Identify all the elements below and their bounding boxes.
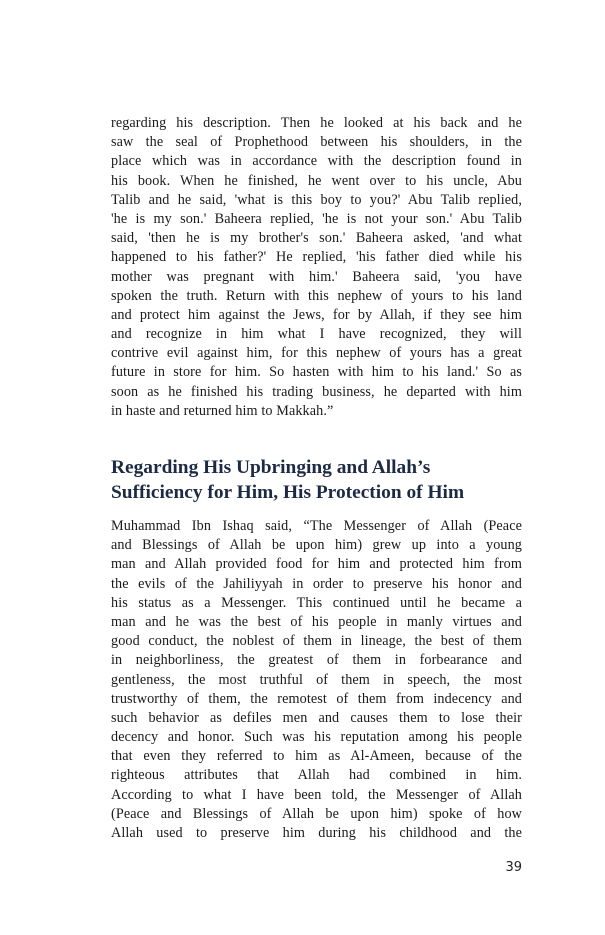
- page-number: 39: [505, 860, 522, 875]
- text-line: happened to his father?' He replied, 'his father died while his: [111, 249, 522, 266]
- text-line: his book. When he finished, he went over to his uncle, Abu: [111, 172, 522, 189]
- text-line: Talib and he said, 'what is this boy to you?' Abu Talib replied,: [111, 191, 522, 208]
- text-line: in neighborliness, the greatest of them in forbearance and: [111, 652, 522, 669]
- text-line: soon as he finished his trading business, he departed with him: [111, 383, 522, 400]
- text-line: said, 'then he is my brother's son.' Baheera asked, 'and what: [111, 230, 522, 247]
- text-line: gentleness, the most truthful of them in speech, the most: [111, 671, 522, 688]
- text-line: in haste and returned him to Makkah.”: [111, 402, 334, 419]
- text-line: saw the seal of Prophethood between his shoulders, in the: [111, 134, 522, 151]
- paragraph-upbringing: [111, 517, 522, 843]
- text-line: place which was in accordance with the description found in: [111, 153, 522, 170]
- text-line: spoken the truth. Return with this nephew of yours to his land: [111, 287, 522, 304]
- text-line: that even they referred to him as Al-Ameen, because of the: [111, 748, 522, 765]
- text-line: mother was pregnant with him.' Baheera said, 'you have: [111, 268, 522, 285]
- text-line: and recognize in him what I have recognized, they will: [111, 326, 522, 343]
- section-heading: [111, 455, 531, 505]
- text-line: and Blessings of Allah be upon him) grew up into a young: [111, 537, 522, 554]
- text-line: contrive evil against him, for this nephew of yours has a great: [111, 345, 522, 362]
- text-line: righteous attributes that Allah had combined in him.: [111, 767, 522, 784]
- text-line: Allah used to preserve him during his childhood and the: [111, 825, 522, 841]
- text-line: man and Allah provided food for him and protected him from: [111, 556, 522, 573]
- text-line: his status as a Messenger. This continued until he became a: [111, 594, 522, 611]
- text-line: the evils of the Jahiliyyah in order to preserve his honor and: [111, 575, 522, 592]
- text-line: and protect him against the Jews, for by Allah, if they see him: [111, 306, 522, 323]
- heading-line: Regarding His Upbringing and Allah’s: [111, 457, 431, 478]
- text-line: future in store for him. So hasten with him to his land.' So as: [111, 364, 522, 381]
- text-line: such behavior as defiles men and causes them to lose their: [111, 709, 522, 726]
- text-line: regarding his description. Then he looked at his back and he: [111, 115, 522, 131]
- text-line: (Peace and Blessings of Allah be upon him) spoke of how: [111, 805, 522, 822]
- paragraph-baheera-story: [111, 114, 522, 421]
- text-line: Muhammad Ibn Ishaq said, “The Messenger of Allah (Peace: [111, 518, 522, 534]
- text-line: decency and honor. Such was his reputation among his people: [111, 729, 522, 746]
- text-line: man and he was the best of his people in manly virtues and: [111, 613, 522, 630]
- text-line: good conduct, the noblest of them in lineage, the best of them: [111, 633, 522, 650]
- text-line: 'he is my son.' Baheera replied, 'he is not your son.' Abu Talib: [111, 210, 522, 227]
- text-line: trustworthy of them, the remotest of them from indecency and: [111, 690, 522, 707]
- text-line: According to what I have been told, the Messenger of Allah: [111, 786, 522, 803]
- heading-line: Sufficiency for Him, His Protection of Him: [111, 482, 465, 503]
